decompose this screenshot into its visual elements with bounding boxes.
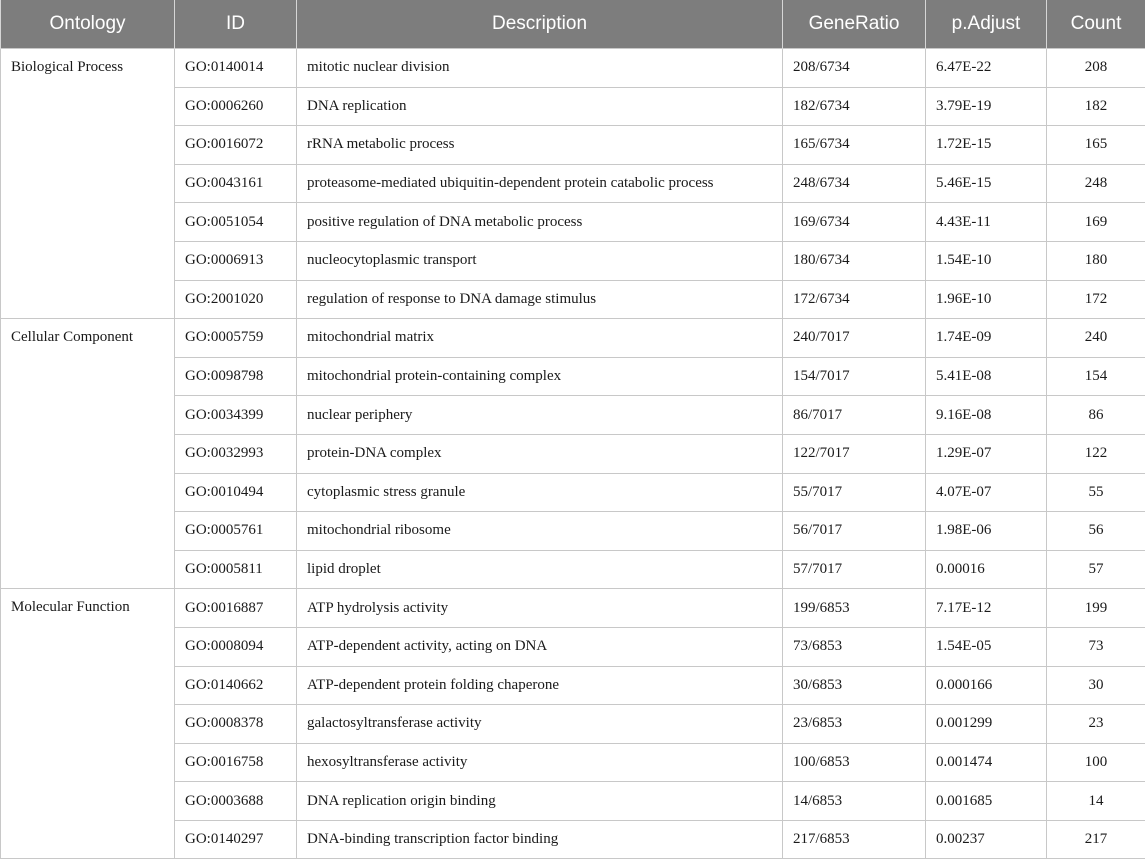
id-cell: GO:0032993: [175, 434, 297, 473]
gene-ratio-cell: 169/6734: [783, 203, 926, 242]
count-cell: 172: [1047, 280, 1145, 319]
count-cell: 23: [1047, 705, 1145, 744]
description-cell: ATP-dependent protein folding chaperone: [297, 666, 783, 705]
p-adjust-cell: 6.47E-22: [926, 49, 1047, 88]
count-cell: 57: [1047, 550, 1145, 589]
description-cell: regulation of response to DNA damage stimulus: [297, 280, 783, 319]
id-cell: GO:0005761: [175, 512, 297, 551]
description-cell: proteasome-mediated ubiquitin-dependent protein catabolic process: [297, 164, 783, 203]
gene-ratio-cell: 55/7017: [783, 473, 926, 512]
count-cell: 208: [1047, 49, 1145, 88]
table-header: [1, 0, 1145, 49]
header-row: [1, 0, 1145, 49]
count-cell: 55: [1047, 473, 1145, 512]
table-row: [1, 589, 1145, 628]
gene-ratio-cell: 100/6853: [783, 743, 926, 782]
description-cell: nuclear periphery: [297, 396, 783, 435]
description-cell: hexosyltransferase activity: [297, 743, 783, 782]
p-adjust-cell: 5.41E-08: [926, 357, 1047, 396]
gene-ratio-cell: 30/6853: [783, 666, 926, 705]
description-cell: positive regulation of DNA metabolic process: [297, 203, 783, 242]
id-cell: GO:0003688: [175, 782, 297, 821]
count-cell: 30: [1047, 666, 1145, 705]
id-cell: GO:0098798: [175, 357, 297, 396]
table-body: [1, 49, 1145, 859]
table-row: [1, 319, 1145, 358]
p-adjust-cell: 0.00237: [926, 820, 1047, 859]
gene-ratio-cell: 122/7017: [783, 434, 926, 473]
gene-ratio-cell: 57/7017: [783, 550, 926, 589]
id-cell: GO:0005759: [175, 319, 297, 358]
id-cell: GO:0140297: [175, 820, 297, 859]
id-cell: GO:0140662: [175, 666, 297, 705]
description-cell: DNA replication origin binding: [297, 782, 783, 821]
p-adjust-cell: 1.54E-05: [926, 627, 1047, 666]
p-adjust-cell: 0.000166: [926, 666, 1047, 705]
gene-ratio-cell: 240/7017: [783, 319, 926, 358]
header-p-adjust: p.Adjust: [926, 0, 1047, 49]
p-adjust-cell: 0.001474: [926, 743, 1047, 782]
count-cell: 199: [1047, 589, 1145, 628]
gene-ratio-cell: 199/6853: [783, 589, 926, 628]
p-adjust-cell: 1.54E-10: [926, 241, 1047, 280]
gene-ratio-cell: 182/6734: [783, 87, 926, 126]
p-adjust-cell: 1.96E-10: [926, 280, 1047, 319]
p-adjust-cell: 4.07E-07: [926, 473, 1047, 512]
p-adjust-cell: 7.17E-12: [926, 589, 1047, 628]
p-adjust-cell: 1.74E-09: [926, 319, 1047, 358]
id-cell: GO:0016758: [175, 743, 297, 782]
count-cell: 169: [1047, 203, 1145, 242]
p-adjust-cell: 4.43E-11: [926, 203, 1047, 242]
header-count: Count: [1047, 0, 1145, 49]
description-cell: nucleocytoplasmic transport: [297, 241, 783, 280]
id-cell: GO:0010494: [175, 473, 297, 512]
header-ontology: Ontology: [1, 0, 175, 49]
description-cell: mitochondrial matrix: [297, 319, 783, 358]
gene-ratio-cell: 23/6853: [783, 705, 926, 744]
id-cell: GO:0008094: [175, 627, 297, 666]
count-cell: 14: [1047, 782, 1145, 821]
id-cell: GO:0140014: [175, 49, 297, 88]
description-cell: mitochondrial protein-containing complex: [297, 357, 783, 396]
count-cell: 217: [1047, 820, 1145, 859]
id-cell: GO:0051054: [175, 203, 297, 242]
p-adjust-cell: 9.16E-08: [926, 396, 1047, 435]
description-cell: DNA replication: [297, 87, 783, 126]
id-cell: GO:0043161: [175, 164, 297, 203]
gene-ratio-cell: 248/6734: [783, 164, 926, 203]
count-cell: 165: [1047, 126, 1145, 165]
header-gene-ratio: GeneRatio: [783, 0, 926, 49]
p-adjust-cell: 3.79E-19: [926, 87, 1047, 126]
gene-ratio-cell: 172/6734: [783, 280, 926, 319]
description-cell: cytoplasmic stress granule: [297, 473, 783, 512]
count-cell: 122: [1047, 434, 1145, 473]
header-id: ID: [175, 0, 297, 49]
gene-ratio-cell: 86/7017: [783, 396, 926, 435]
ontology-cell: Biological Process: [1, 49, 175, 319]
count-cell: 180: [1047, 241, 1145, 280]
description-cell: ATP-dependent activity, acting on DNA: [297, 627, 783, 666]
description-cell: DNA-binding transcription factor binding: [297, 820, 783, 859]
p-adjust-cell: 5.46E-15: [926, 164, 1047, 203]
gene-ratio-cell: 208/6734: [783, 49, 926, 88]
id-cell: GO:0016072: [175, 126, 297, 165]
count-cell: 56: [1047, 512, 1145, 551]
count-cell: 86: [1047, 396, 1145, 435]
table-row: [1, 49, 1145, 88]
ontology-cell: Cellular Component: [1, 319, 175, 589]
id-cell: GO:0008378: [175, 705, 297, 744]
id-cell: GO:0034399: [175, 396, 297, 435]
description-cell: protein-DNA complex: [297, 434, 783, 473]
description-cell: mitochondrial ribosome: [297, 512, 783, 551]
count-cell: 248: [1047, 164, 1145, 203]
description-cell: galactosyltransferase activity: [297, 705, 783, 744]
count-cell: 100: [1047, 743, 1145, 782]
count-cell: 240: [1047, 319, 1145, 358]
ontology-cell: Molecular Function: [1, 589, 175, 859]
gene-ratio-cell: 14/6853: [783, 782, 926, 821]
id-cell: GO:0005811: [175, 550, 297, 589]
gene-ratio-cell: 73/6853: [783, 627, 926, 666]
p-adjust-cell: 0.001685: [926, 782, 1047, 821]
id-cell: GO:2001020: [175, 280, 297, 319]
description-cell: lipid droplet: [297, 550, 783, 589]
description-cell: mitotic nuclear division: [297, 49, 783, 88]
count-cell: 182: [1047, 87, 1145, 126]
p-adjust-cell: 1.72E-15: [926, 126, 1047, 165]
count-cell: 154: [1047, 357, 1145, 396]
gene-ratio-cell: 154/7017: [783, 357, 926, 396]
gene-ratio-cell: 56/7017: [783, 512, 926, 551]
gene-ratio-cell: 180/6734: [783, 241, 926, 280]
p-adjust-cell: 0.00016: [926, 550, 1047, 589]
p-adjust-cell: 0.001299: [926, 705, 1047, 744]
gene-ratio-cell: 165/6734: [783, 126, 926, 165]
header-description: Description: [297, 0, 783, 49]
id-cell: GO:0006913: [175, 241, 297, 280]
description-cell: ATP hydrolysis activity: [297, 589, 783, 628]
id-cell: GO:0006260: [175, 87, 297, 126]
gene-ratio-cell: 217/6853: [783, 820, 926, 859]
p-adjust-cell: 1.29E-07: [926, 434, 1047, 473]
count-cell: 73: [1047, 627, 1145, 666]
id-cell: GO:0016887: [175, 589, 297, 628]
p-adjust-cell: 1.98E-06: [926, 512, 1047, 551]
description-cell: rRNA metabolic process: [297, 126, 783, 165]
